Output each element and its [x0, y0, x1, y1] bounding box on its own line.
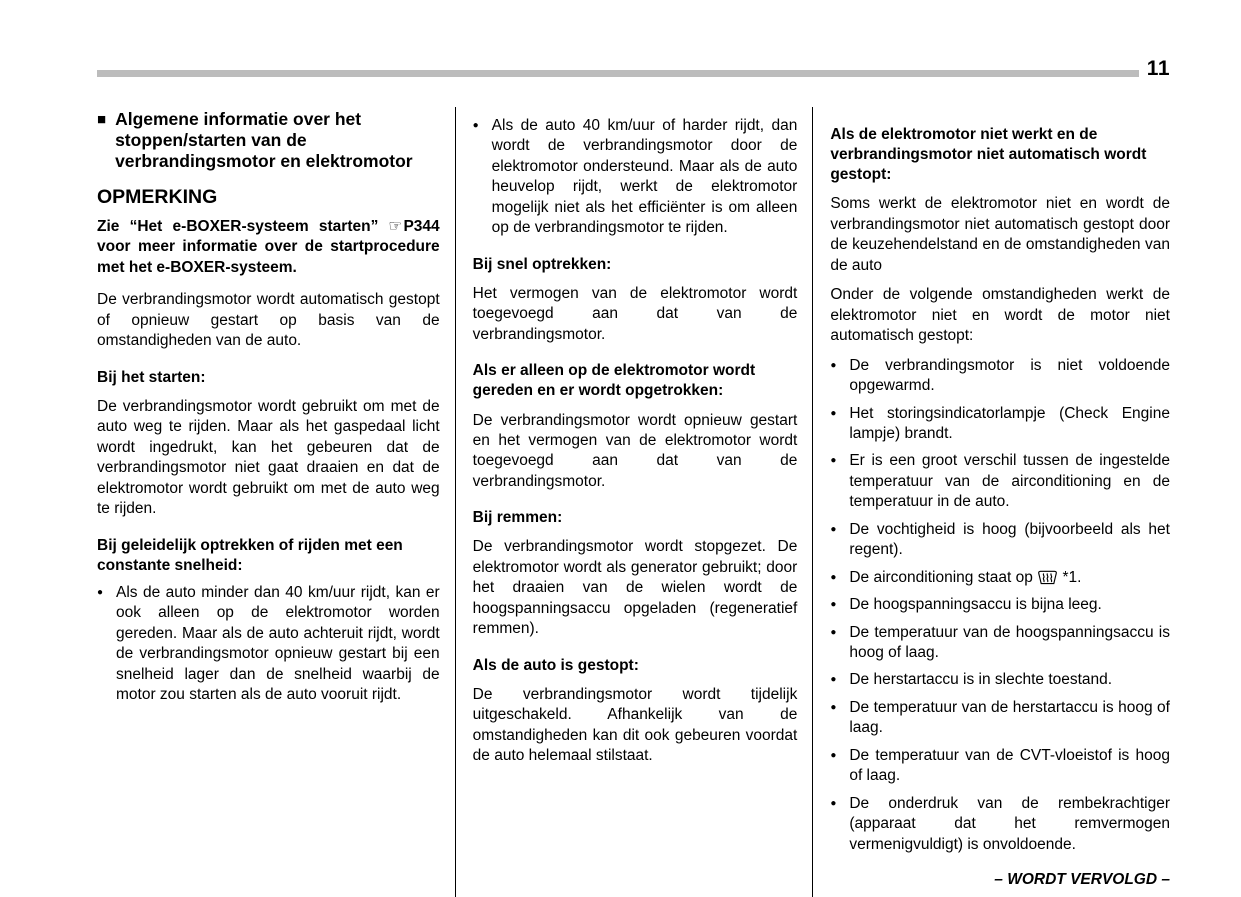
- bullet: [830, 595, 1170, 615]
- continued-marker: – WORDT VERVOLGD –: [994, 871, 1170, 889]
- bullet: [830, 794, 1170, 855]
- bullet-text: De onderdruk van de rembekrachtiger (apparaat dat het remvermogen vermenigvuldigt) is onvoldoende.: [849, 794, 1170, 853]
- bullet-text: De airconditioning staat op *1.: [849, 568, 1082, 586]
- bullet-text: De temperatuur van de hoogspanningsaccu is hoog of laag.: [849, 623, 1170, 662]
- bullet-icon: ●: [830, 749, 837, 761]
- column-3: [812, 107, 1170, 897]
- bullet: [830, 670, 1170, 690]
- column-2: [455, 107, 813, 897]
- bullet: [830, 568, 1170, 588]
- bullet-text: De verbrandingsmotor is niet voldoende opgewarmd.: [849, 356, 1170, 395]
- bullet-icon: ●: [472, 120, 479, 131]
- paragraph: De verbrandingsmotor wordt tijdelijk uitgeschakeld. Afhankelijk van de omstandigheden kan dit ook gebeuren voordat de auto helemaal stilstaat.: [472, 685, 798, 765]
- bullet: [97, 583, 440, 706]
- header-rule: [97, 70, 1139, 77]
- bullet-text: Er is een groot verschil tussen de ingestelde temperatuur van de airconditioning en de temperatuur in de auto.: [849, 452, 1170, 511]
- paragraph: Het vermogen van de elektromotor wordt toegevoegd aan dat van de verbrandingsmotor.: [472, 284, 798, 343]
- page-content: [97, 107, 1170, 897]
- note-title: OPMERKING: [97, 186, 218, 208]
- bullet-text: De hoogspanningsaccu is bijna leeg.: [849, 596, 1102, 614]
- bullet: [830, 356, 1170, 397]
- bullet: [830, 520, 1170, 561]
- bullet-icon: ●: [830, 359, 837, 371]
- bullet: [830, 404, 1170, 445]
- bullet-icon: ●: [830, 797, 837, 809]
- sub-heading: Bij snel optrekken:: [472, 255, 612, 273]
- bullet: [830, 698, 1170, 739]
- paragraph: Soms werkt de elektromotor niet en wordt de verbrandingsmotor niet automatisch gestopt door de keuzehendelstand en de omstandigheden van de auto: [830, 195, 1170, 274]
- bullet-text: De vochtigheid is hoog (bijvoorbeeld als het regent).: [849, 520, 1170, 559]
- bullet: [830, 451, 1170, 512]
- paragraph: De verbrandingsmotor wordt opnieuw gestart en het vermogen van de elektromotor wordt toegevoegd aan dat van de verbrandingsmotor.: [472, 411, 798, 490]
- section-heading: [97, 109, 440, 172]
- page-number: 11: [1146, 57, 1170, 80]
- sub-heading: Bij het starten:: [97, 368, 206, 386]
- page-reference-icon: ☞: [388, 218, 403, 235]
- bullet-text: Als de auto 40 km/uur of harder rijdt, dan wordt de verbrandingsmotor door de elektromotor ondersteund. Maar als de auto heuvelop rijdt, werkt de elektromotor mogelijk niet als het efficiënter is om alleen op de verbrandingsmotor te rijden.: [491, 117, 798, 237]
- bold-paragraph: Zie “Het e-BOXER-systeem starten” ☞P344 voor meer informatie over de startprocedure met het e-BOXER-systeem.: [97, 218, 440, 276]
- sub-heading: Bij geleidelijk optrekken of rijden met een constante snelheid:: [97, 536, 403, 574]
- bullet-icon: ●: [830, 455, 837, 467]
- bullet-text: Als de auto minder dan 40 km/uur rijdt, kan er ook alleen op de elektromotor worden gereden. Maar als de auto achteruit rijdt, wordt de verbrandingsmotor opnieuw gestart bij een snelheid lager dan de snelheid waarbij de motor zou starten als de auto vooruit rijdt.: [116, 583, 440, 704]
- bullet: [830, 623, 1170, 664]
- bullet-text: Het storingsindicatorlampje (Check Engine lampje) brandt.: [849, 404, 1170, 442]
- bullet-text: De temperatuur van de CVT-vloeistof is hoog of laag.: [849, 746, 1170, 785]
- paragraph: De verbrandingsmotor wordt automatisch gestopt of opnieuw gestart op basis van de omstandigheden van de auto.: [97, 291, 440, 350]
- sub-heading: Als de auto is gestopt:: [472, 656, 639, 674]
- bullet-text: De temperatuur van de herstartaccu is hoog of laag.: [849, 698, 1170, 737]
- paragraph: De verbrandingsmotor wordt stopgezet. De elektromotor wordt als generator gebruikt; door het draaien van de wielen wordt de hoogspanningsaccu opgeladen (regeneratief remmen).: [472, 538, 798, 638]
- bullet-icon: ●: [830, 626, 837, 638]
- bullet-text: De herstartaccu is in slechte toestand.: [849, 671, 1113, 689]
- bullet-icon: ●: [830, 407, 837, 419]
- bullet: [473, 116, 798, 239]
- bullet-icon: ●: [830, 523, 837, 535]
- paragraph: Onder de volgende omstandigheden werkt de elektromotor niet en wordt de motor niet automatisch gestopt:: [830, 286, 1170, 345]
- section-marker-icon: ■: [97, 111, 107, 128]
- bullet-icon: ●: [830, 674, 837, 686]
- sub-heading: Bij remmen:: [472, 509, 563, 527]
- windshield-defrost-icon: [1037, 570, 1058, 585]
- bullet-icon: ●: [830, 571, 837, 583]
- bullet: [830, 746, 1170, 787]
- sub-heading: Als er alleen op de elektromotor wordt gereden en er wordt opgetrokken:: [472, 362, 756, 400]
- column-1-blocks: [97, 109, 440, 706]
- column-3-blocks: [830, 125, 1170, 855]
- page-header: [97, 58, 1170, 79]
- paragraph: De verbrandingsmotor wordt gebruikt om met de auto weg te rijden. Maar als het gaspedaal licht wordt ingedrukt, kan het gebeuren dat de verbrandingsmotor niet gaat draaien en dat de elektromotor wordt gebruikt om met de auto weg te rijden.: [97, 397, 440, 518]
- bullet-icon: ●: [97, 586, 104, 598]
- column-2-blocks: [473, 116, 798, 767]
- bullet-icon: ●: [830, 701, 837, 713]
- sub-heading: Als de elektromotor niet werkt en de verbrandingsmotor niet automatisch wordt gestopt:: [830, 126, 1147, 184]
- bullet-icon: ●: [830, 599, 837, 611]
- column-1: [97, 107, 455, 897]
- section-heading-text: Algemene informatie over het stoppen/starten van de verbrandingsmotor en elektromotor: [115, 109, 413, 171]
